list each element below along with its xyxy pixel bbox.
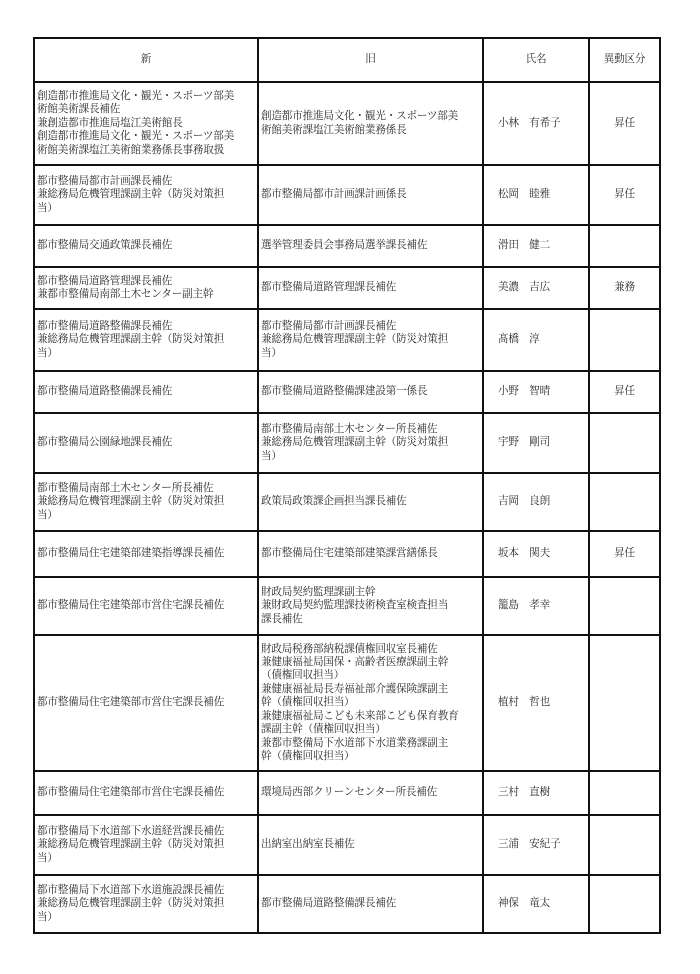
cell-new-position xyxy=(34,875,258,933)
cell-transfer-type xyxy=(589,815,660,875)
cell-new-position-line: 都市整備局住宅建築部市営住宅課長補佐 xyxy=(37,599,225,612)
cell-name: 三浦 安紀子 xyxy=(483,815,589,875)
table-row xyxy=(34,225,660,267)
cell-old-position-line: 当） xyxy=(261,346,282,359)
cell-old-position-line: 術館美術課塩江美術館業務係長 xyxy=(261,123,407,136)
cell-old-position-line: 出納室出納室長補佐 xyxy=(261,838,355,851)
cell-old-position xyxy=(258,815,483,875)
header-old-position: 旧 xyxy=(258,38,483,82)
cell-transfer-type: 昇任 xyxy=(589,82,660,165)
cell-new-position-line: 当） xyxy=(37,910,58,923)
table-row xyxy=(34,371,660,413)
cell-new-position-line: 都市整備局道路整備課長補佐 xyxy=(37,319,173,332)
cell-new-position-line: 都市整備局住宅建築部市営住宅課長補佐 xyxy=(37,696,225,709)
cell-new-position-line: 都市整備局公園緑地課長補佐 xyxy=(37,436,173,449)
cell-new-position-line: 都市整備局交通政策課長補佐 xyxy=(37,239,173,252)
cell-name: 髙橋 淳 xyxy=(483,309,589,371)
cell-old-position-line: 都市整備局住宅建築部建築課営繕係長 xyxy=(261,547,438,560)
cell-new-position-line: 術館美術課塩江美術館業務係長事務取扱 xyxy=(37,143,225,156)
cell-new-position xyxy=(34,309,258,371)
cell-old-position xyxy=(258,413,483,473)
cell-new-position xyxy=(34,815,258,875)
personnel-transfer-table xyxy=(33,37,661,934)
cell-old-position xyxy=(258,82,483,165)
cell-new-position xyxy=(34,82,258,165)
cell-old-position-line: 環境局西部クリーンセンター所長補佐 xyxy=(261,786,438,799)
table-row xyxy=(34,267,660,309)
cell-new-position xyxy=(34,577,258,635)
cell-name: 坂本 関夫 xyxy=(483,531,589,577)
cell-old-position-line: 兼健康福祉局長寿福祉部介護保険課副主 xyxy=(261,682,449,695)
cell-name: 滑田 健二 xyxy=(483,225,589,267)
cell-transfer-type xyxy=(589,577,660,635)
cell-new-position-line: 創造都市推進局文化・観光・スポーツ部美 xyxy=(37,89,235,102)
cell-name: 籠島 孝幸 xyxy=(483,577,589,635)
table-row xyxy=(34,577,660,635)
cell-old-position xyxy=(258,267,483,309)
cell-new-position xyxy=(34,531,258,577)
table-row xyxy=(34,815,660,875)
cell-new-position-line: 都市整備局道路整備課長補佐 xyxy=(37,385,173,398)
cell-old-position-line: 兼都市整備局下水道部下水道業務課副主 xyxy=(261,736,449,749)
cell-old-position-line: 政策局政策課企画担当課長補佐 xyxy=(261,495,407,508)
cell-old-position-line: 兼総務局危機管理課副主幹（防災対策担 xyxy=(261,436,449,449)
cell-old-position-line: 兼健康福祉局こども未来部こども保育教育 xyxy=(261,709,459,722)
cell-old-position-line: 幹（債権回収担当） xyxy=(261,696,355,709)
cell-new-position-line: 都市整備局下水道部下水道経営課長補佐 xyxy=(37,824,225,837)
cell-new-position-line: 兼都市整備局南部土木センター副主幹 xyxy=(37,288,214,300)
cell-new-position-line: 兼総務局危機管理課副主幹（防災対策担 xyxy=(37,838,225,851)
cell-new-position xyxy=(34,267,258,309)
cell-old-position-line: 幹（債権回収担当） xyxy=(261,749,355,762)
cell-old-position xyxy=(258,635,483,771)
header-transfer-type: 異動区分 xyxy=(589,38,660,82)
cell-transfer-type: 昇任 xyxy=(589,371,660,413)
cell-name: 神保 竜太 xyxy=(483,875,589,933)
header-name: 氏名 xyxy=(483,38,589,82)
cell-old-position-line: （債権回収担当） xyxy=(261,669,345,682)
table-row xyxy=(34,635,660,771)
cell-old-position xyxy=(258,531,483,577)
table-row xyxy=(34,531,660,577)
cell-name: 宇野 剛司 xyxy=(483,413,589,473)
cell-new-position xyxy=(34,225,258,267)
cell-new-position-line: 当） xyxy=(37,851,58,864)
cell-new-position-line: 当） xyxy=(37,201,58,214)
cell-old-position-line: 課長補佐 xyxy=(261,612,303,625)
cell-old-position-line: 当） xyxy=(261,449,282,462)
cell-name: 小野 智晴 xyxy=(483,371,589,413)
cell-new-position xyxy=(34,371,258,413)
cell-old-position-line: 都市整備局都市計画課長補佐 xyxy=(261,319,397,332)
cell-old-position-line: 兼財政局契約監理課技術検査室検査担当 xyxy=(261,599,449,612)
table-row xyxy=(34,473,660,531)
cell-new-position-line: 都市整備局住宅建築部市営住宅課長補佐 xyxy=(37,786,225,799)
cell-old-position xyxy=(258,875,483,933)
cell-transfer-type xyxy=(589,875,660,933)
table-row xyxy=(34,413,660,473)
cell-old-position-line: 兼健康福祉局国保・高齢者医療課副主幹 xyxy=(261,656,449,669)
cell-old-position-line: 都市整備局都市計画課計画係長 xyxy=(261,188,407,201)
cell-new-position-line: 都市整備局住宅建築部建築指導課長補佐 xyxy=(37,547,225,560)
cell-name: 三村 直樹 xyxy=(483,771,589,815)
cell-new-position-line: 兼総務局危機管理課副主幹（防災対策担 xyxy=(37,897,225,910)
cell-old-position-line: 都市整備局道路管理課長補佐 xyxy=(261,281,397,294)
cell-name: 美濃 吉広 xyxy=(483,267,589,309)
cell-transfer-type xyxy=(589,635,660,771)
cell-transfer-type xyxy=(589,413,660,473)
cell-old-position-line: 都市整備局道路整備課建設第一係長 xyxy=(261,385,428,398)
cell-old-position-line: 財政局契約監理課副主幹 xyxy=(261,585,376,598)
cell-new-position xyxy=(34,635,258,771)
cell-old-position xyxy=(258,165,483,225)
cell-new-position-line: 術館美術課長補佐 xyxy=(37,103,121,116)
cell-new-position-line: 都市整備局南部土木センター所長補佐 xyxy=(37,481,214,494)
cell-name: 植村 哲也 xyxy=(483,635,589,771)
table-row xyxy=(34,309,660,371)
cell-transfer-type: 昇任 xyxy=(589,531,660,577)
cell-old-position-line: 兼総務局危機管理課副主幹（防災対策担 xyxy=(261,333,449,346)
cell-transfer-type xyxy=(589,771,660,815)
cell-new-position-line: 兼総務局危機管理課副主幹（防災対策担 xyxy=(37,333,225,346)
cell-old-position xyxy=(258,371,483,413)
cell-transfer-type xyxy=(589,473,660,531)
cell-old-position xyxy=(258,309,483,371)
cell-new-position-line: 当） xyxy=(37,346,58,359)
cell-new-position-line: 兼総務局危機管理課副主幹（防災対策担 xyxy=(37,495,225,508)
table-header-row xyxy=(34,38,660,82)
cell-new-position-line: 創造都市推進局文化・観光・スポーツ部美 xyxy=(37,130,235,143)
cell-new-position-line: 都市整備局都市計画課長補佐 xyxy=(37,174,173,187)
cell-transfer-type xyxy=(589,225,660,267)
cell-new-position xyxy=(34,413,258,473)
cell-old-position-line: 選挙管理委員会事務局選挙課長補佐 xyxy=(261,239,428,252)
cell-new-position-line: 兼総務局危機管理課副主幹（防災対策担 xyxy=(37,188,225,201)
cell-old-position xyxy=(258,577,483,635)
cell-new-position xyxy=(34,165,258,225)
table-body xyxy=(34,82,660,933)
cell-old-position xyxy=(258,225,483,267)
table-row xyxy=(34,875,660,933)
header-new-position: 新 xyxy=(34,38,258,82)
cell-old-position-line: 都市整備局南部土木センター所長補佐 xyxy=(261,422,438,435)
cell-new-position xyxy=(34,473,258,531)
cell-old-position-line: 都市整備局道路整備課長補佐 xyxy=(261,897,397,910)
cell-transfer-type: 兼務 xyxy=(589,267,660,309)
cell-name: 松岡 睦雅 xyxy=(483,165,589,225)
cell-transfer-type xyxy=(589,309,660,371)
cell-new-position-line: 兼創造都市推進局塩江美術館長 xyxy=(37,116,183,129)
cell-transfer-type: 昇任 xyxy=(589,165,660,225)
cell-old-position-line: 創造都市推進局文化・観光・スポーツ部美 xyxy=(261,110,459,123)
table-row xyxy=(34,771,660,815)
cell-new-position-line: 当） xyxy=(37,508,58,521)
cell-new-position xyxy=(34,771,258,815)
cell-old-position xyxy=(258,473,483,531)
cell-old-position-line: 課副主幹（債権回収担当） xyxy=(261,723,386,736)
cell-name: 小林 有希子 xyxy=(483,82,589,165)
table-row xyxy=(34,165,660,225)
cell-old-position xyxy=(258,771,483,815)
cell-new-position-line: 都市整備局道路管理課長補佐 xyxy=(37,274,173,287)
cell-name: 吉岡 良朗 xyxy=(483,473,589,531)
cell-new-position-line: 都市整備局下水道部下水道施設課長補佐 xyxy=(37,883,225,896)
cell-old-position-line: 財政局税務部納税課債権回収室長補佐 xyxy=(261,642,438,655)
table-row xyxy=(34,82,660,165)
